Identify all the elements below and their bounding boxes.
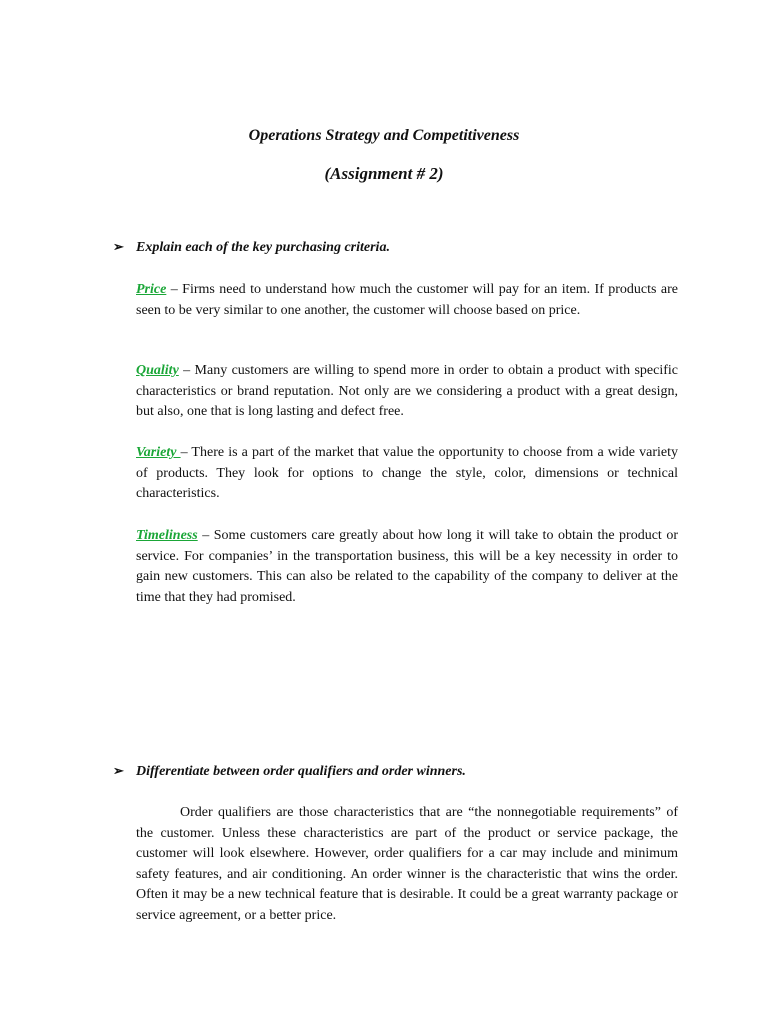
question-2-text: Differentiate between order qualifiers and order winners. — [136, 764, 466, 779]
question-1-text: Explain each of the key purchasing criteria. — [136, 240, 390, 255]
criterion-price — [136, 280, 678, 321]
criterion-price-term: Price — [136, 282, 167, 297]
criterion-quality-term: Quality — [136, 363, 179, 378]
criterion-timeliness-description: – Some customers care greatly about how long it will take to obtain the product or service. For companies’ in the transportation business, this will be a key necessity in order to gain new customers. This can also be related to the capability of the company to deliver at the time that they had promised. — [136, 528, 678, 605]
question-2 — [113, 762, 673, 781]
criterion-variety — [136, 443, 678, 505]
criterion-timeliness — [136, 526, 678, 608]
document-subtitle: (Assignment # 2) — [324, 164, 444, 183]
question-1 — [113, 238, 673, 257]
criterion-quality — [136, 361, 678, 423]
arrow-bullet-icon: ➢ — [113, 239, 124, 254]
criterion-variety-description: – There is a part of the market that value the opportunity to choose from a wide variety of products. They look for options to change the style, color, dimensions or technical characteristics. — [136, 445, 678, 501]
document-title: Operations Strategy and Competitiveness — [248, 127, 520, 144]
criterion-timeliness-term: Timeliness — [136, 528, 198, 543]
criterion-quality-description: – Many customers are willing to spend more in order to obtain a product with specific characteristics or brand reputation. Not only are we considering a product with a great design, but also, one that is long lasting and defect free. — [136, 363, 678, 419]
order-qualifiers-paragraph: Order qualifiers are those characteristics that are “the nonnegotiable requirements” of the customer. Unless these characteristics are part of the product or service package, the customer will look elsewhere. However, order qualifiers for a car may include and minimum safety features, and air conditioning. An order winner is the characteristic that wins the order. Often it may be a new technical feature that is desirable. It could be a great warranty package or service agreement, or a better price. — [136, 805, 678, 923]
criterion-price-description: – Firms need to understand how much the customer will pay for an item. If products are seen to be very similar to one another, the customer will choose based on price. — [136, 282, 678, 318]
criterion-variety-term: Variety — [136, 445, 181, 460]
arrow-bullet-icon: ➢ — [113, 763, 124, 778]
